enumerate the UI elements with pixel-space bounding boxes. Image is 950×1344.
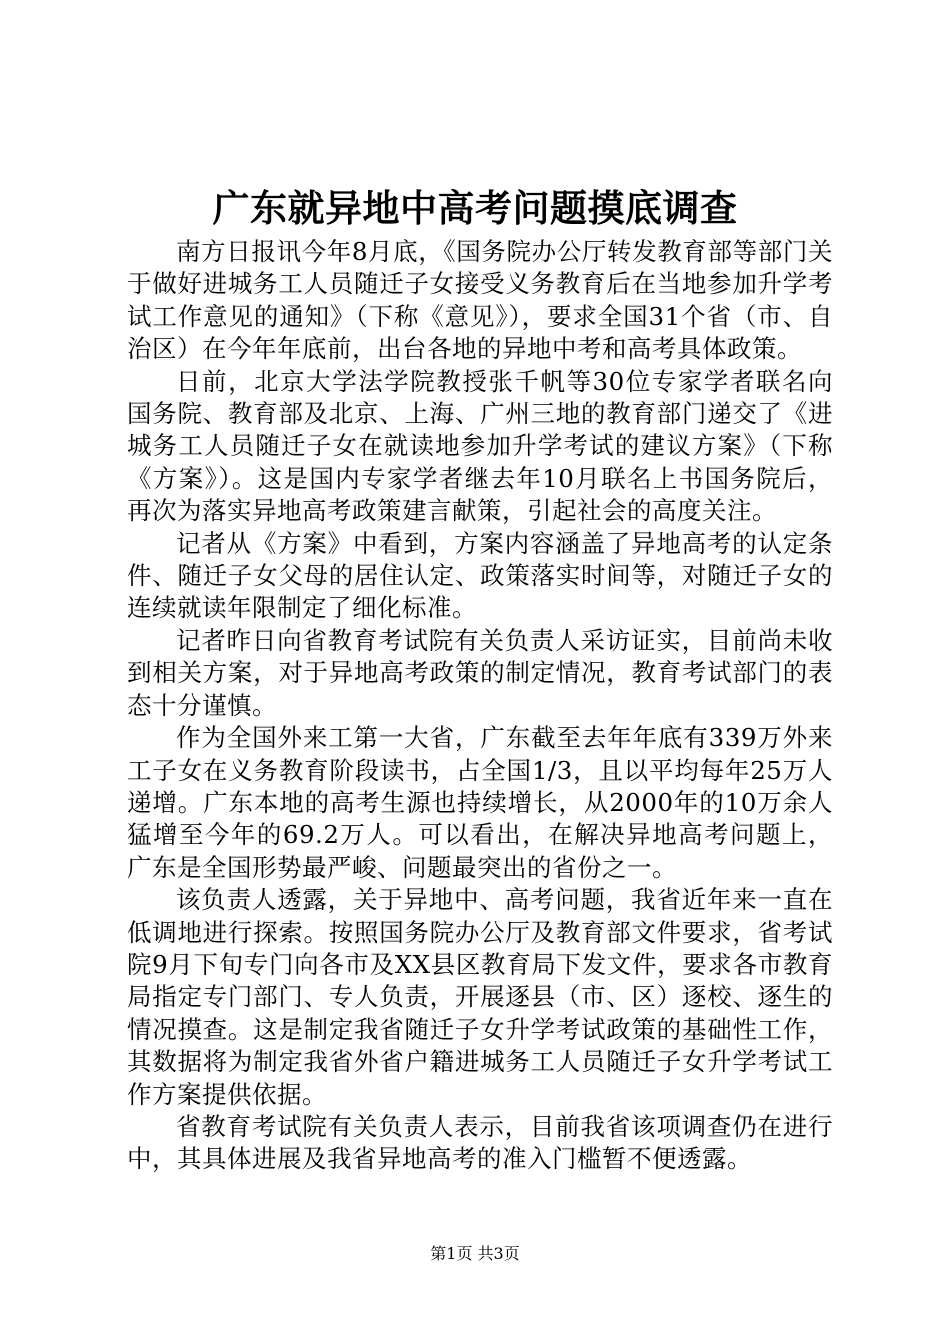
page-footer: 第1页 共3页 (430, 1244, 520, 1263)
document-body (127, 236, 833, 1176)
paragraph: 该负责人透露，关于异地中、高考问题，我省近年来一直在低调地进行探索。按照国务院办公厅及教育部文件要求，省考试院9月下旬专门向各市及XX县区教育局下发文件，要求各市教育局指定专门部门、专人负责，开展逐县（市、区）逐校、逐生的情况摸查。这是制定我省随迁子女升学考试政策的基础性工作，其数据将为制定我省外省户籍进城务工人员随迁子女升学考试工作方案提供依据。 (127, 885, 833, 1109)
paragraph: 省教育考试院有关负责人表示，目前我省该项调查仍在进行中，其具体进展及我省异地高考的准入门槛暂不便透露。 (127, 1111, 833, 1174)
paragraph: 记者昨日向省教育考试院有关负责人采访证实，目前尚未收到相关方案，对于异地高考政策的制定情况，教育考试部门的表态十分谨慎。 (127, 625, 833, 720)
paragraph: 作为全国外来工第一大省，广东截至去年年底有339万外来工子女在义务教育阶段读书，占全国1/3，且以平均每年25万人递增。广东本地的高考生源也持续增长，从2000年的10万余人猛增至今年的69.2万人。可以看出，在解决异地高考问题上，广东是全国形势最严峻、问题最突出的省份之一。 (127, 723, 833, 882)
document-title: 广东就异地中高考问题摸底调查 (212, 186, 738, 230)
paragraph: 记者从《方案》中看到，方案内容涵盖了异地高考的认定条件、随迁子女父母的居住认定、政策落实时间等，对随迁子女的连续就读年限制定了细化标准。 (127, 528, 833, 623)
paragraph: 日前，北京大学法学院教授张千帆等30位专家学者联名向国务院、教育部及北京、上海、广州三地的教育部门递交了《进城务工人员随迁子女在就读地参加升学考试的建议方案》（下称《方案》）。这是国内专家学者继去年10月联名上书国务院后，再次为落实异地高考政策建言献策，引起社会的高度关注。 (127, 366, 833, 526)
paragraph: 南方日报讯今年8月底，《国务院办公厅转发教育部等部门关于做好进城务工人员随迁子女接受义务教育后在当地参加升学考试工作意见的通知》（下称《意见》），要求全国31个省（市、自治区）在今年年底前，出台各地的异地中考和高考具体政策。 (127, 237, 833, 364)
